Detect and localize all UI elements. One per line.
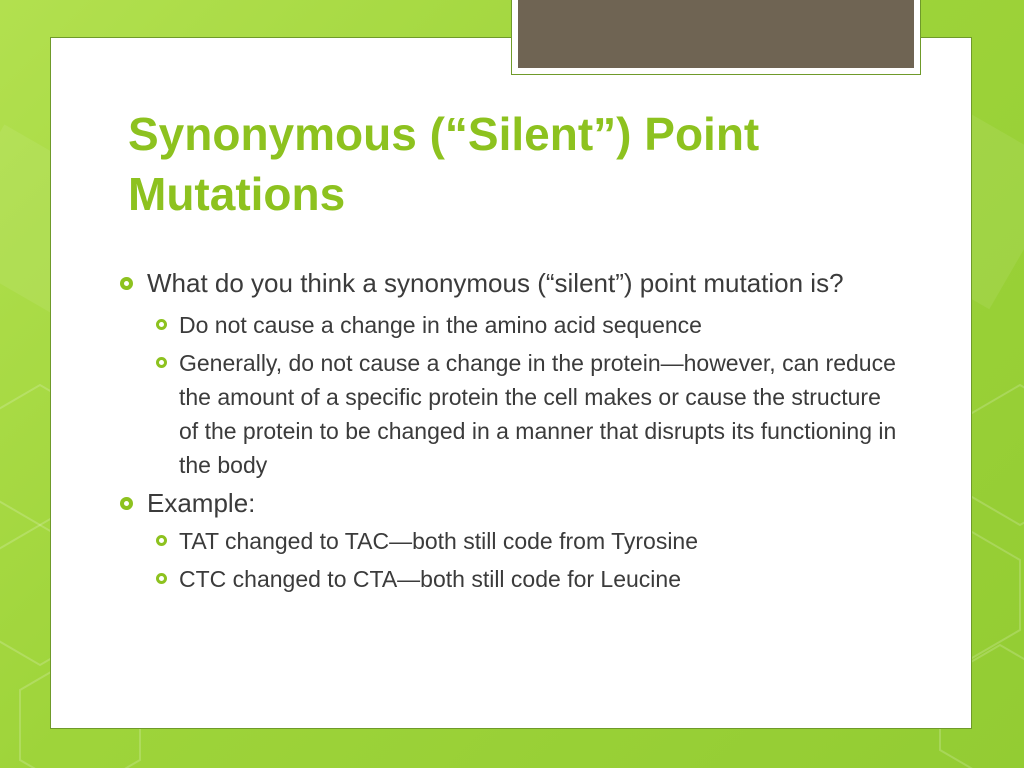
sub-bullet-leucine (156, 562, 899, 596)
bullet-question (120, 266, 887, 300)
bullet-text: What do you think a synonymous (“silent”) point mutation is? (147, 268, 844, 298)
hollow-circle-bullet-icon (120, 277, 133, 290)
sub-bullet-text: Generally, do not cause a change in the protein—however, can reduce the amount of a specific protein the cell makes or cause the structure of the protein to be changed in a manner that disrupts its functioning in the body (179, 350, 897, 478)
hollow-circle-bullet-icon (156, 573, 167, 584)
hollow-circle-bullet-icon (120, 497, 133, 510)
sub-bullet-protein-effect (156, 346, 899, 482)
decorative-header-tab (511, 0, 921, 75)
hollow-circle-bullet-icon (156, 319, 167, 330)
sub-bullet-text: Do not cause a change in the amino acid sequence (179, 312, 702, 338)
sub-bullet-text: CTC changed to CTA—both still code for Leucine (179, 566, 681, 592)
bullet-text: Example: (147, 488, 256, 518)
slide-title: Synonymous (“Silent”) Point Mutations (128, 108, 760, 220)
hollow-circle-bullet-icon (156, 357, 167, 368)
sub-bullet-tyrosine (156, 524, 899, 558)
bullet-example (120, 486, 887, 520)
sub-bullet-text: TAT changed to TAC—both still code from Tyrosine (179, 528, 699, 554)
slide-body (120, 266, 920, 596)
sub-bullet-no-change (156, 308, 899, 342)
decorative-header-tab-fill (518, 0, 914, 68)
hollow-circle-bullet-icon (156, 535, 167, 546)
